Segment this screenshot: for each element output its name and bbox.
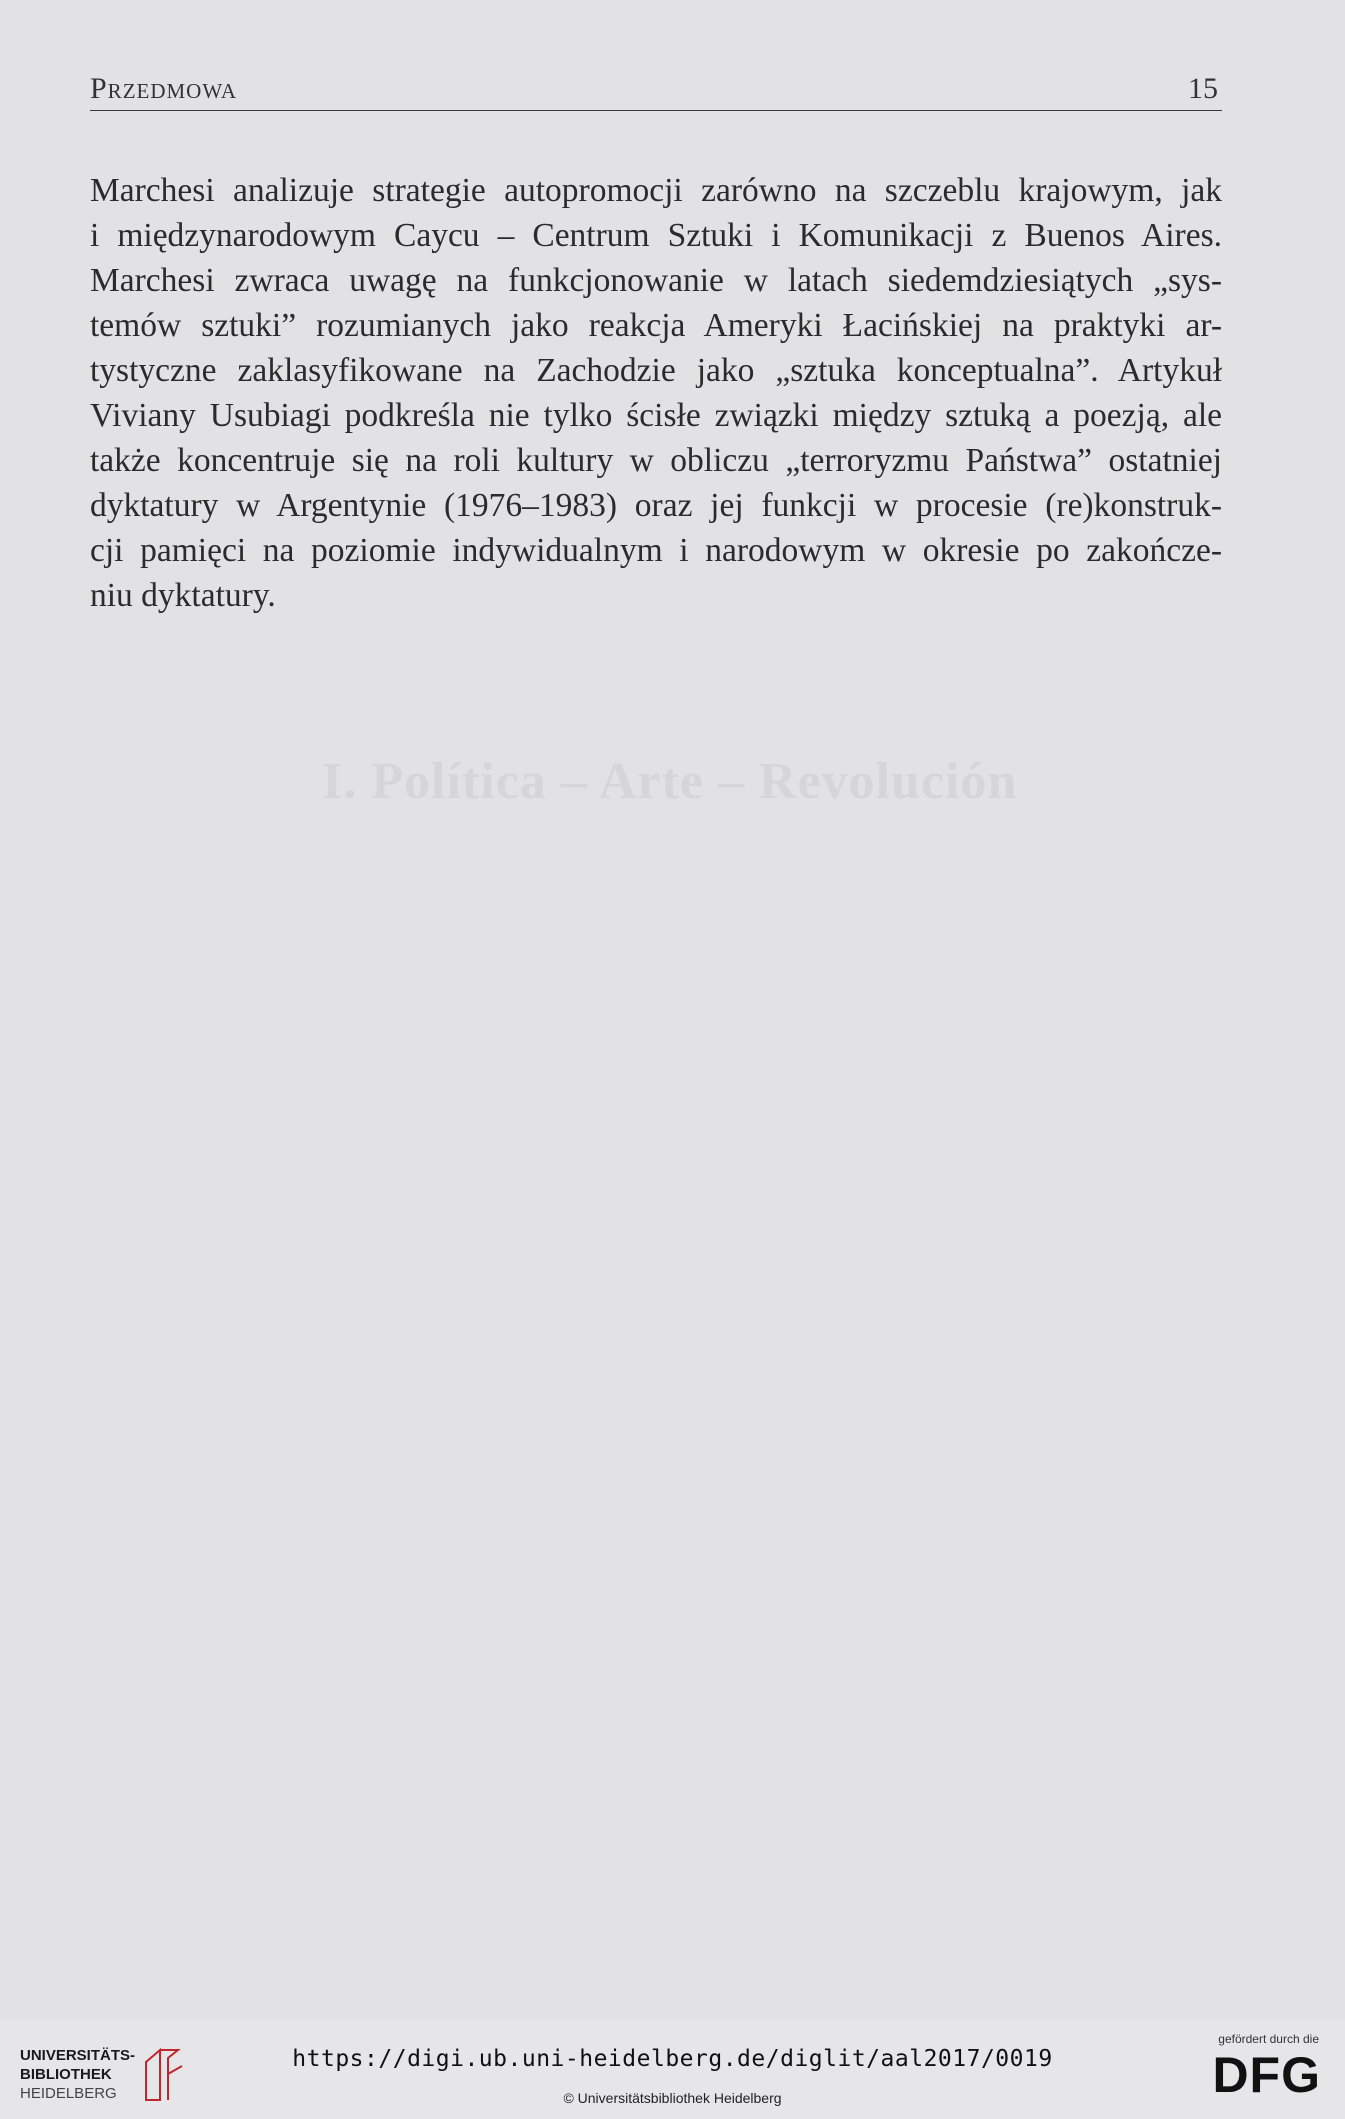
digitization-footer <box>0 2020 1345 2119</box>
library-name-line-1: UNIVERSITÄTS- <box>20 2047 136 2064</box>
text-line: i międzynarodowym Caycu – Centrum Sztuki i Komunikacji z Buenos Aires. <box>90 217 1222 254</box>
running-title: Przedmowa <box>90 72 238 105</box>
text-line: niu dyktatury. <box>90 577 276 614</box>
show-through-heading: I. Política – Arte – Revolución <box>322 753 1018 810</box>
library-name-line-2: BIBLIOTHEK <box>20 2066 112 2083</box>
text-line: także koncentruje się na roli kultury w obliczu „terroryzmu Państwa” ostatniej <box>90 442 1222 479</box>
text-line: cji pamięci na poziomie indywidualnym i narodowym w okresie po zakończe- <box>90 532 1222 569</box>
text-line: dyktatury w Argentynie (1976–1983) oraz jej funkcji w procesie (re)konstruk- <box>90 487 1222 524</box>
page-number: 15 <box>1188 72 1218 105</box>
copyright-notice: © Universitätsbibliothek Heidelberg <box>563 2090 782 2106</box>
text-line: tystyczne zaklasyfikowane na Zachodzie jako „sztuka konceptualna”. Artykuł <box>90 352 1222 389</box>
permalink-url[interactable]: https://digi.ub.uni-heidelberg.de/diglit/aal2017/0019 <box>292 2046 1053 2072</box>
sponsor-note: gefördert durch die <box>1218 2032 1319 2046</box>
text-line: temów sztuki” rozumianych jako reakcja Ameryki Łacińskiej na praktyki ar- <box>90 307 1222 344</box>
dfg-logo[interactable]: DFG <box>1212 2047 1321 2103</box>
text-line: Marchesi zwraca uwagę na funkcjonowanie w latach siedemdziesiątych „sys- <box>90 262 1222 299</box>
text-line: Viviany Usubiagi podkreśla nie tylko ścisłe związki między sztuką a poezją, ale <box>90 397 1222 434</box>
library-name-line-3: HEIDELBERG <box>20 2085 117 2102</box>
body-paragraph <box>90 168 1222 618</box>
text-line: Marchesi analizuje strategie autopromocji zarówno na szczeblu krajowym, jak <box>90 172 1222 209</box>
running-head <box>90 72 1222 111</box>
